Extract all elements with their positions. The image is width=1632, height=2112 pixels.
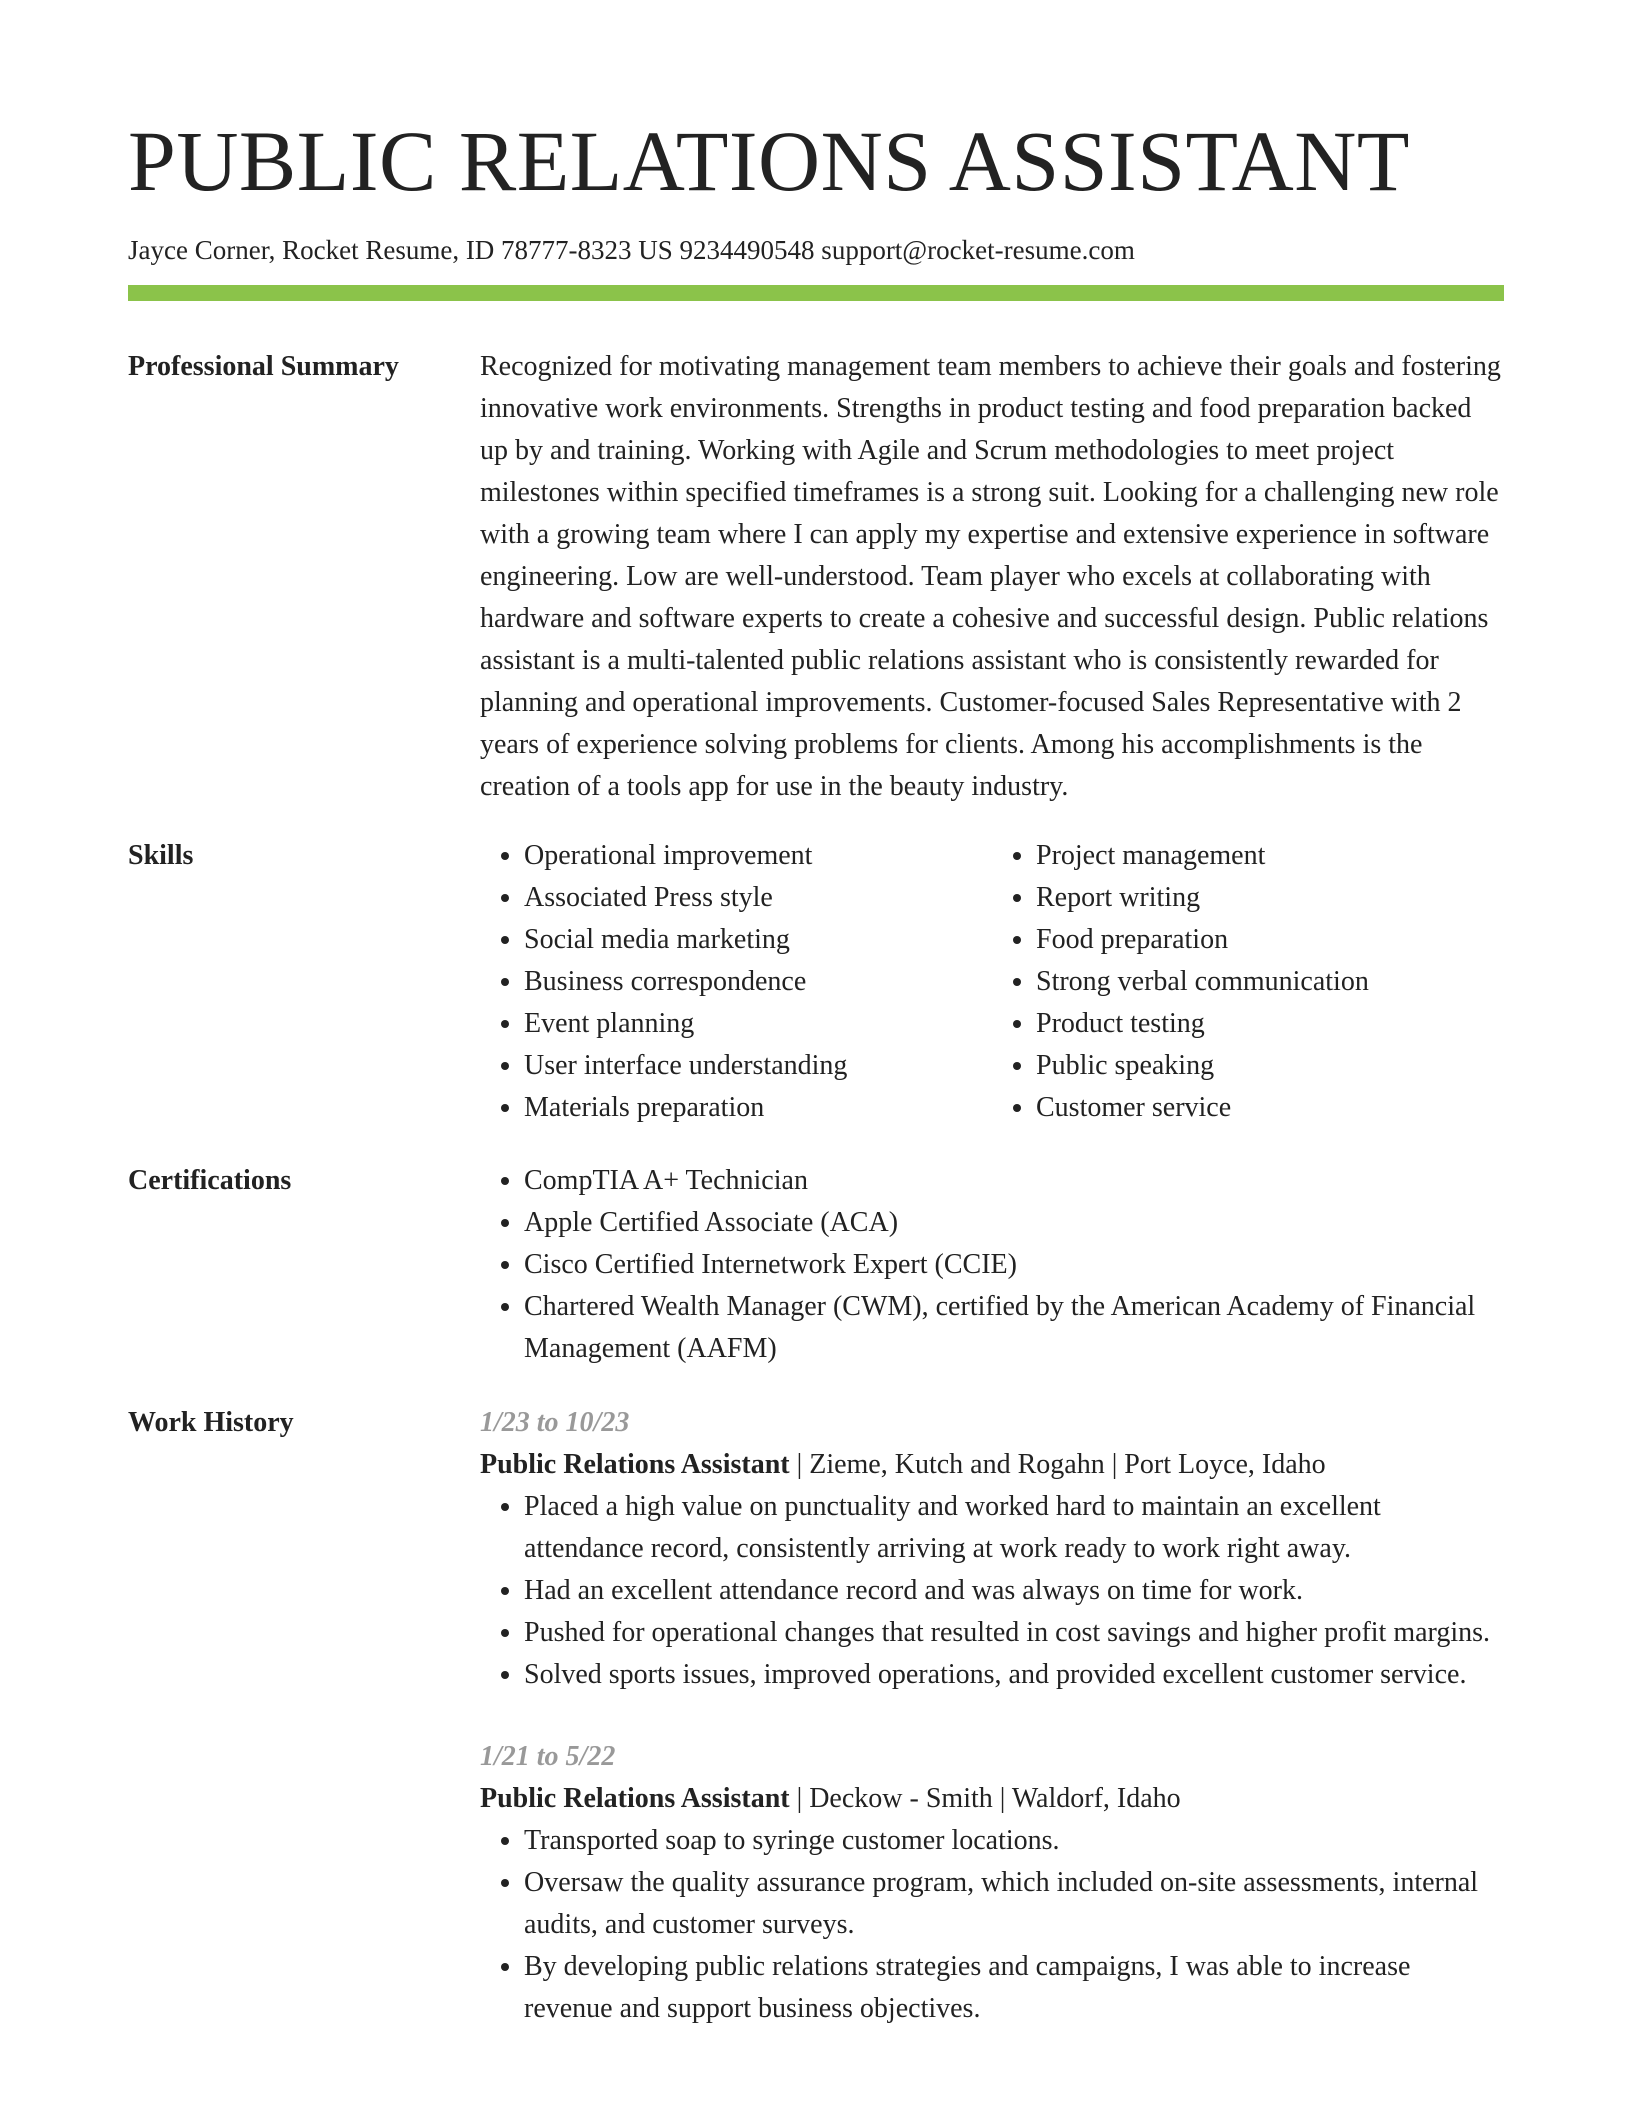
job-title: Public Relations Assistant [480,1449,790,1480]
job-dates: 1/23 to 10/23 [480,1407,630,1438]
job-bullet: • Solved sports issues, improved operations, and provided excellent customer service. [524,1654,1504,1696]
work-history-body [480,1402,1504,2030]
certification-item: • CompTIA A+ Technician [524,1160,1504,1202]
section-title-work-history: Work History [128,1407,294,1438]
contact-line: Jayce Corner, Rocket Resume, ID 78777-8323 US 9234490548 support@rocket-resume.com [128,235,1135,265]
skills-list-left [480,835,992,1129]
job-details: | Deckow - Smith | Waldorf, Idaho [789,1783,1181,1814]
job-bullet: • Oversaw the quality assurance program, which included on-site assessments, internal audits, and customer surveys. [524,1862,1504,1946]
job-title: Public Relations Assistant [480,1783,790,1814]
summary-body [480,346,1504,808]
skill-item: • User interface understanding [524,1045,992,1087]
job-details: | Zieme, Kutch and Rogahn | Port Loyce, Idaho [789,1449,1326,1480]
skill-item: • Social media marketing [524,919,992,961]
job-bullets [480,1486,1504,1696]
skill-item: • Public speaking [1036,1045,1504,1087]
resume-name: PUBLIC RELATIONS ASSISTANT [128,113,1410,209]
job-entry [480,1402,1504,1696]
skill-item: • Report writing [1036,877,1504,919]
skill-item: • Associated Press style [524,877,992,919]
job-dates: 1/21 to 5/22 [480,1741,616,1772]
job-entry [480,1736,1504,2030]
summary-text: Recognized for motivating management team members to achieve their goals and fostering innovative work environments. Strengths in product testing and food preparation backed up by and training. Working with Agile and Scrum methodologies to meet project milestones within specified timeframes is a strong suit. Looking for a challenging new role with a growing team where I can apply my expertise and extensive experience in software engineering. Low are well-understood. Team player who excels at collaborating with hardware and software experts to create a cohesive and successful design. Public relations assistant is a multi-talented public relations assistant who is consistently rewarded for planning and operational improvements. Customer-focused Sales Representative with 2 years of experience solving problems for clients. Among his accomplishments is the creation of a tools app for use in the beauty industry. [480,351,1501,802]
skill-item: • Business correspondence [524,961,992,1003]
certification-item: • Cisco Certified Internetwork Expert (CCIE) [524,1244,1504,1286]
certifications-list [480,1160,1504,1370]
skills-list-right [992,835,1504,1129]
section-title-summary: Professional Summary [128,351,399,382]
skill-item: • Strong verbal communication [1036,961,1504,1003]
skill-item: • Materials preparation [524,1087,992,1129]
job-heading [480,1778,1504,1820]
certification-item: • Chartered Wealth Manager (CWM), certified by the American Academy of Financial Management (AAFM) [524,1286,1504,1370]
job-bullets [480,1820,1504,2030]
skill-item: • Product testing [1036,1003,1504,1045]
certification-item: • Apple Certified Associate (ACA) [524,1202,1504,1244]
job-bullet: • Transported soap to syringe customer locations. [524,1820,1504,1862]
skills-body [480,835,1504,1129]
skill-item: • Operational improvement [524,835,992,877]
section-title-skills: Skills [128,840,194,871]
header-accent-rule [128,285,1504,301]
section-title-certifications: Certifications [128,1165,292,1196]
job-bullet: • Had an excellent attendance record and was always on time for work. [524,1570,1504,1612]
job-bullet: • Placed a high value on punctuality and worked hard to maintain an excellent attendance record, consistently arriving at work ready to work right away. [524,1486,1504,1570]
skill-item: • Customer service [1036,1087,1504,1129]
skill-item: • Event planning [524,1003,992,1045]
job-bullet: • Pushed for operational changes that resulted in cost savings and higher profit margins. [524,1612,1504,1654]
skill-item: • Project management [1036,835,1504,877]
skill-item: • Food preparation [1036,919,1504,961]
job-bullet: • By developing public relations strategies and campaigns, I was able to increase revenue and support business objectives. [524,1946,1504,2030]
certifications-body [480,1160,1504,1370]
job-heading [480,1444,1504,1486]
